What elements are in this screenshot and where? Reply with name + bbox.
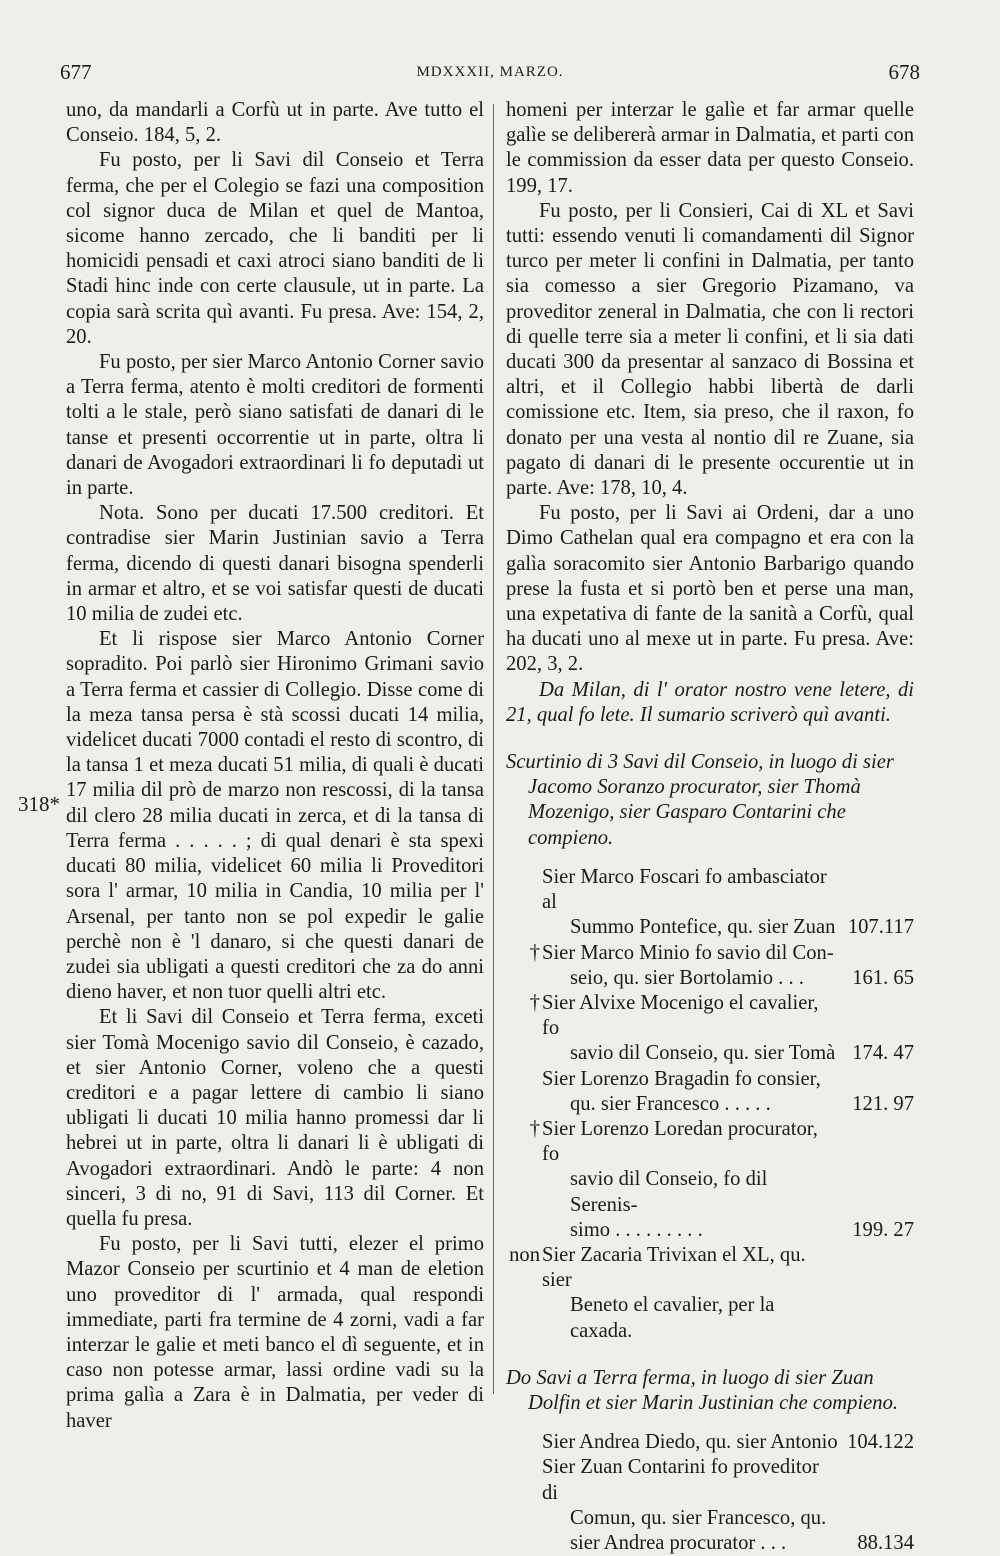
candidate-entry	[506, 991, 914, 1067]
candidate-line: simo . . . . . . . . .	[570, 1218, 703, 1241]
candidate-line: seio, qu. sier Bortolamio . . .	[570, 966, 804, 989]
candidate-entry	[506, 1243, 914, 1344]
paragraph: Da Milan, di l' orator nostro vene letere, di 21, qual fo lete. Il sumario scriverò quì avanti.	[506, 678, 914, 726]
dagger-mark: †	[529, 991, 540, 1014]
entry-mark: non	[509, 1243, 540, 1266]
vote-count: 107.117	[847, 916, 914, 939]
candidate-entry	[506, 1067, 914, 1117]
candidate-line: Sier Marco Foscari fo ambasciator al	[542, 865, 827, 914]
running-header	[60, 60, 920, 90]
candidate-list-savi-conseio	[506, 865, 914, 1344]
candidate-line: sier Andrea procurator . . .	[570, 1531, 787, 1554]
candidate-line: Beneto el cavalier, per la caxada.	[570, 1294, 775, 1342]
candidate-line: qu. sier Francesco . . . . .	[570, 1092, 771, 1115]
candidate-line: Sier Zuan Contarini fo proveditor di	[542, 1456, 819, 1504]
paragraph: Et li rispose sier Marco Antonio Corner sopradito. Poi parlò sier Hironimo Grimani savio a Terra ferma et cassier di Collegio. Disse come di la meza tansa persa è stà scossi ducati 14 milia, videlicet ducati 7000 contadi el resto di scontro, di la tansa 1 et meza ducati 51 milia, di quali è ducati 17 milia dil prò de marzo non rescossi, di la tansa dil clero 28 milia ducati in zerca, et di la tansa di Terra ferma . . . . . ; di qual denari è sta spexi ducati 80 milia, videlicet 60 milia li Proveditori sora l' armar, 10 milia in Candia, 10 milia per l' Arsenal, per tanto non se pol expedir le galie perchè non è 'l danaro, si che questi danari de zudei sia ubligati a questi creditori che za do anni dieno haver, et non tuor quelli altri etc.	[66, 628, 484, 1004]
candidate-line: savio dil Conseio, fo dil Serenis-	[570, 1168, 768, 1216]
paragraph: Fu posto, per li Savi tutti, elezer el primo Mazor Conseio per scurtinio et 4 man de eletion uno proveditor di l' armada, qual respondi immediate, parti fra termine de 4 zorni, vadi a far interzar le galie et meti banco el dì seguente, et in caso non potesse armar, lassi ordine vadi su la prima galìa a Zara è in Dalmatia, per veder di haver	[66, 1233, 484, 1432]
candidate-line: Sier Lorenzo Bragadin fo consier,	[542, 1067, 821, 1090]
column-divider	[493, 104, 494, 1394]
paragraph: Fu posto, per sier Marco Antonio Corner savio a Terra ferma, atento è molti creditori de formenti tolti a le stale, però siano satisfati de danari di le tanse et presenti occorrentie ut in parte, oltra li danari de Avogadori extraordinari li fo deputadi ut in parte.	[66, 351, 484, 500]
section-heading-scurtinio: Scurtinio di 3 Savi dil Conseio, in luogo di sier Jacomo Soranzo procurator, sier Thomà Mozenigo, sier Gasparo Contarini che compieno.	[506, 751, 894, 849]
paragraph: homeni per interzar le galìe et far armar quelle galìe se delibererà armar in Dalmatia, et parti con le commission da esser data per questo Conseio. 199, 17.	[506, 99, 914, 197]
left-column	[66, 98, 484, 1434]
vote-count: 88.134	[857, 1531, 914, 1554]
section-heading-terra-ferma: Do Savi a Terra ferma, in luogo di sier Zuan Dolfin et sier Marin Justinian che compieno.	[506, 1366, 899, 1414]
candidate-entry	[506, 941, 914, 991]
candidate-line: Sier Zacaria Trivixan el XL, qu. sier	[542, 1243, 806, 1292]
candidate-entry	[506, 865, 914, 941]
candidate-line: Sier Marco Minio fo savio dil Con-	[542, 941, 834, 964]
paragraph: Et li Savi dil Conseio et Terra ferma, exceti sier Tomà Mocenigo savio dil Conseio, è cazado, et sier Antonio Corner, voleno che a questi creditori e a pagar lettere di cambio li siano ubligati li ducati 10 milia hanno promessi dar li hebrei ut in parte, oltra li danari li è ubligati di Avogadori extraordinari. Andò le parte: 4 non sinceri, 3 di no, 91 di Savi, 113 dil Corner. Et quella fu presa.	[66, 1006, 484, 1230]
candidate-line: Sier Lorenzo Loredan procurator, fo	[542, 1117, 818, 1166]
vote-count: 161. 65	[852, 966, 914, 989]
vote-count: 121. 97	[852, 1092, 914, 1115]
paragraph: uno, da mandarli a Corfù ut in parte. Ave tutto el Conseio. 184, 5, 2.	[66, 99, 484, 147]
right-column	[506, 98, 914, 1556]
running-title: MDXXXII, MARZO.	[416, 64, 564, 80]
candidate-line: Sier Alvixe Mocenigo el cavalier, fo	[542, 991, 819, 1040]
page-number-left: 677	[60, 60, 92, 84]
paragraph: Fu posto, per li Savi dil Conseio et Terra ferma, che per el Colegio se fazi una composition col signor duca de Milan et quel de Mantoa, sicome hanno zercado, che li banditi per li homicidi pensadi et caxi atroci siano banditi de li Stadi hinc inde con certe clausule, ut in parte. La copia sarà scrita quì avanti. Fu presa. Ave: 154, 2, 20.	[66, 149, 484, 348]
paragraph: Fu posto, per li Consieri, Cai di XL et Savi tutti: essendo venuti li comandamenti dil Signor turco per meter li confini in Dalmatia, per tanto sia comesso a sier Gregorio Pizamano, va proveditor zeneral in Dalmatia, che con li rectori di quelle terre sia a meter li confini, et li sia dati ducati 300 da presentar al sanzaco di Bossina et altri, et il Collegio habbi libertà de darli comissione etc. Item, sia preso, che il raxon, fo donato per una vesta al nontio dil re Zuane, sia pagato di danari di le presente occurentie ut in parte. Ave: 178, 10, 4.	[506, 199, 914, 500]
vote-count: 104.122	[847, 1431, 914, 1454]
candidate-list-savi-terra-ferma	[506, 1430, 914, 1556]
vote-count: 174. 47	[852, 1042, 914, 1065]
dagger-mark: †	[529, 1117, 540, 1140]
candidate-entry	[506, 1117, 914, 1243]
candidate-line: Comun, qu. sier Francesco, qu.	[570, 1506, 827, 1529]
candidate-entry	[506, 1430, 914, 1455]
candidate-line: Summo Pontefice, qu. sier Zuan	[570, 916, 836, 939]
margin-folio-note: 318*	[18, 792, 60, 816]
paragraph: Fu posto, per li Savi ai Ordeni, dar a uno Dimo Cathelan qual era compagno et era con la galìa soracomito sier Antonio Barbarigo quando prese la fusta et si portò ben et perse una man, una expetativa di fante de la sanità a Corfù, qual ha ducati uno al mexe ut in parte. Fu presa. Ave: 202, 3, 2.	[506, 502, 914, 676]
candidate-name	[506, 1243, 914, 1344]
dagger-mark: †	[529, 941, 540, 964]
page-number-right: 678	[888, 60, 920, 84]
paragraph: Nota. Sono per ducati 17.500 creditori. Et contradise sier Marin Justinian savio a Terra ferma, dicendo di questi danari bisogna spenderli in armar et altro, et se voi satisfar questi de ducati 10 milia de zudei etc.	[66, 502, 484, 626]
candidate-entry	[506, 1455, 914, 1556]
candidate-line: Sier Andrea Diedo, qu. sier Antonio	[542, 1431, 838, 1454]
candidate-line: savio dil Conseio, qu. sier Tomà	[570, 1042, 836, 1065]
vote-count: 199. 27	[852, 1218, 914, 1241]
